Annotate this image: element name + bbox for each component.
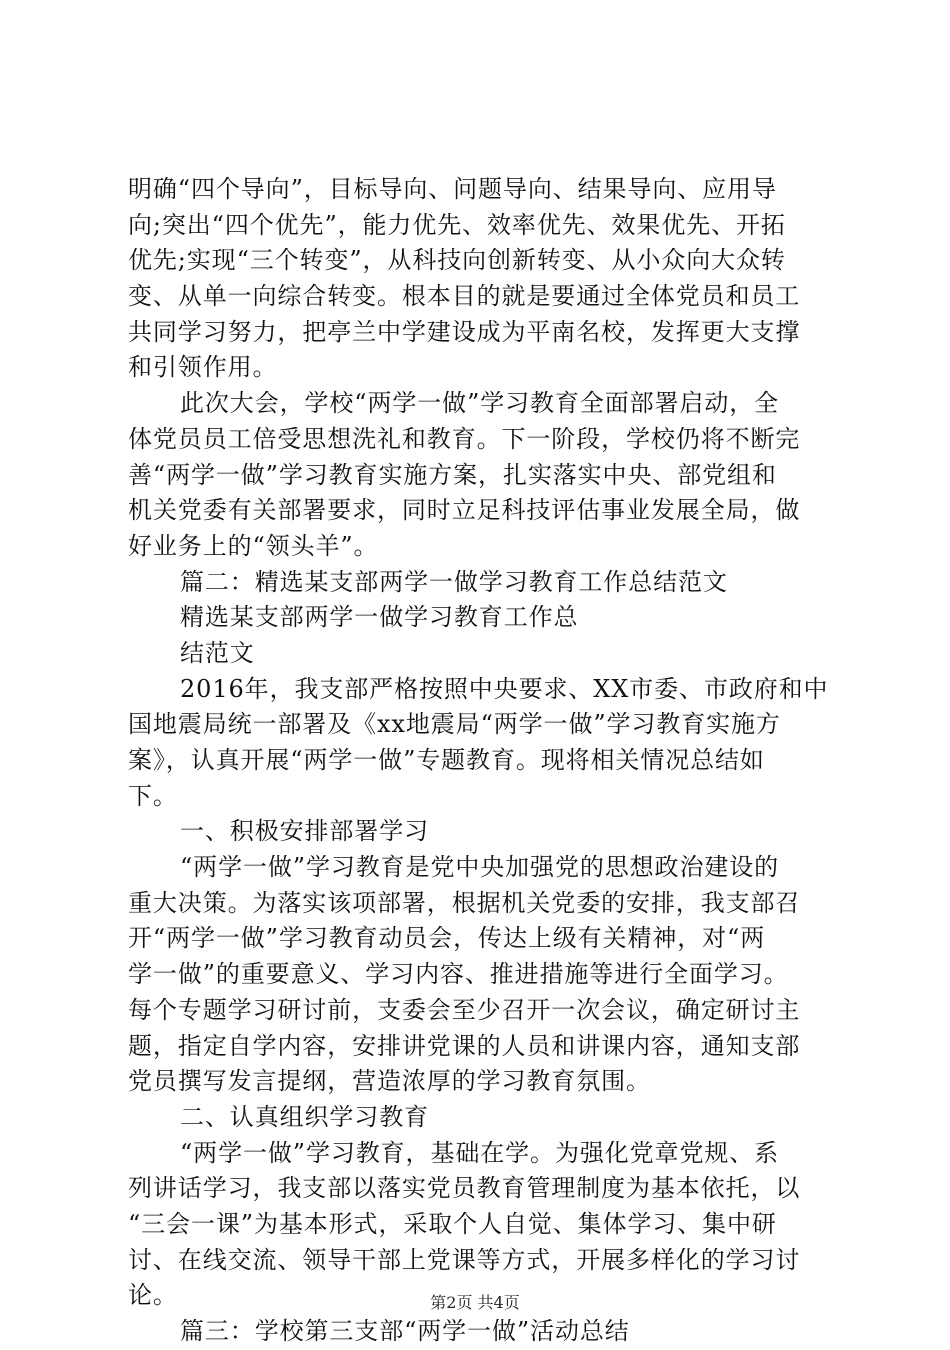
text-line: 机关党委有关部署要求，同时立足科技评估事业发展全局，做 xyxy=(128,496,801,525)
text-line: 论。 xyxy=(128,1281,178,1310)
text-line: 重大决策。为落实该项部署，根据机关党委的安排，我支部召 xyxy=(128,888,801,917)
text-line: 体党员员工倍受思想洗礼和教育。下一阶段，学校仍将不断完 xyxy=(128,424,801,453)
text-line: “两学一做”学习教育，基础在学。为强化党章党规、系 xyxy=(180,1138,780,1167)
text-line: “三会一课”为基本形式，采取个人自觉、集体学习、集中研 xyxy=(128,1209,777,1238)
text-line: “两学一做”学习教育是党中央加强党的思想政治建设的 xyxy=(180,853,780,882)
text-line: 和引领作用。 xyxy=(128,353,278,382)
text-line: 变、从单一向综合转变。根本目的就是要通过全体党员和员工 xyxy=(128,282,801,311)
text-line: 案》，认真开展“两学一做”专题教育。现将相关情况总结如 xyxy=(128,746,765,774)
text-line: 精选某支部两学一做学习教育工作总 xyxy=(180,603,579,632)
text-line: 每个专题学习研讨前，支委会至少召开一次会议，确定研讨主 xyxy=(128,995,801,1024)
text-line: 开“两学一做”学习教育动员会，传达上级有关精神，对“两 xyxy=(128,924,766,953)
text-line: 善“两学一做”学习教育实施方案，扎实落实中央、部党组和 xyxy=(128,460,777,489)
text-line: 一、积极安排部署学习 xyxy=(180,817,429,846)
text-line: 共同学习努力，把亭兰中学建设成为平南名校，发挥更大支撑 xyxy=(128,317,801,346)
text-line: 好业务上的“领头羊”。 xyxy=(128,531,379,560)
text-line: 国地震局统一部署及《xx地震局“两学一做”学习教育实施方 xyxy=(128,710,781,739)
text-line: 篇二：精选某支部两学一做学习教育工作总结范文 xyxy=(180,567,728,596)
document-body xyxy=(128,172,828,1350)
text-line: 二、认真组织学习教育 xyxy=(180,1102,429,1131)
text-line: 结范文 xyxy=(180,638,255,667)
text-line: 篇三：学校第三支部“两学一做”活动总结 xyxy=(180,1317,630,1345)
text-line: 题，指定自学内容，安排讲党课的人员和讲课内容，通知支部 xyxy=(128,1031,801,1060)
text-line: 向;突出“四个优先”，能力优先、效率优先、效果优先、开拓 xyxy=(128,210,786,239)
text-line: 2016年，我支部严格按照中央要求、XX市委、市政府和中 xyxy=(180,674,829,703)
page-footer: 第2页 共4页 xyxy=(430,1293,520,1312)
text-line: 党员撰写发言提纲，营造浓厚的学习教育氛围。 xyxy=(128,1067,651,1096)
text-line: 列讲话学习，我支部以落实党员教育管理制度为基本依托，以 xyxy=(128,1174,801,1203)
text-line: 此次大会，学校“两学一做”学习教育全面部署启动，全 xyxy=(180,389,780,418)
text-line: 学一做”的重要意义、学习内容、推进措施等进行全面学习。 xyxy=(128,960,789,989)
text-line: 优先;实现“三个转变”，从科技向创新转变、从小众向大众转 xyxy=(128,246,786,275)
text-line: 讨、在线交流、领导干部上党课等方式，开展多样化的学习讨 xyxy=(128,1245,801,1274)
text-line: 明确“四个导向”，目标导向、问题导向、结果导向、应用导 xyxy=(128,175,777,203)
text-line: 下。 xyxy=(128,781,178,810)
